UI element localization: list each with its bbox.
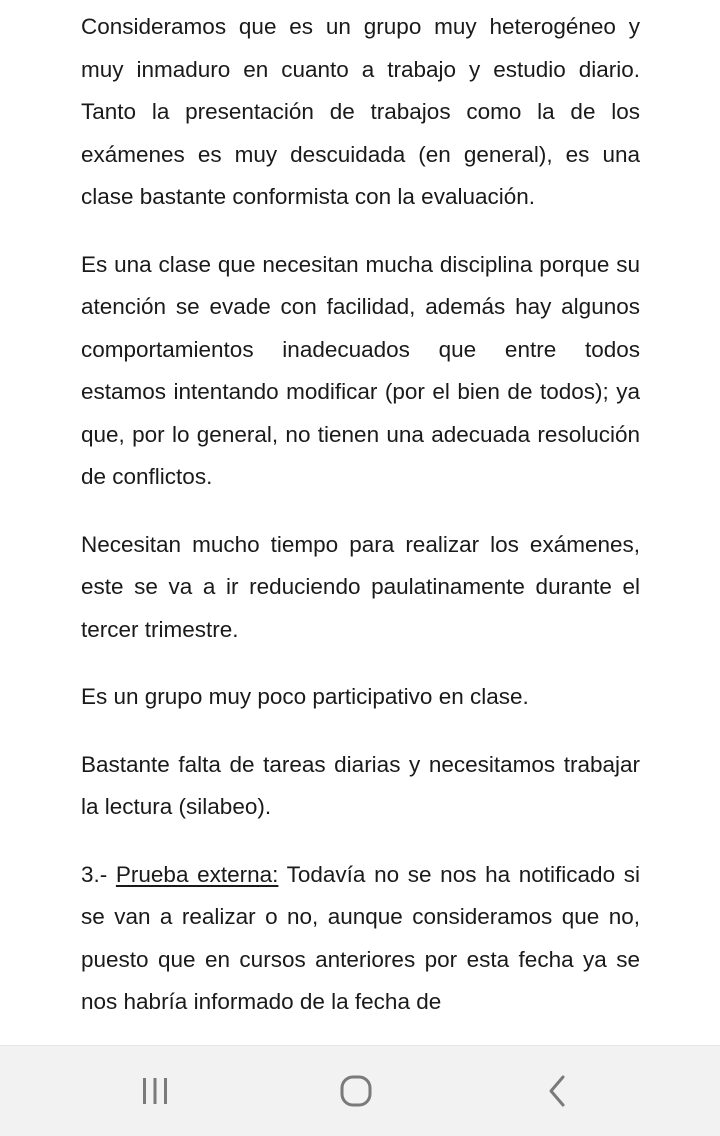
document-body [81, 6, 640, 1024]
section-text: Todavía no se nos ha notificado si se van a realizar o no, aunque consideramos que no, puesto que en cursos anteriores por esta fecha ya se nos habría informado de la fecha de [81, 861, 640, 1014]
paragraph-2: Es una clase que necesitan mucha disciplina porque su atención se evade con facilidad, además hay algunos comportamientos inadecuados que entre todos estamos intentando modificar (por el bien de todos); ya que, por lo general, no tienen una adecuada resolución de conflictos. [81, 251, 640, 489]
section-number: 3.- [81, 861, 116, 887]
paragraph-1: Consideramos que es un grupo muy heterogéneo y muy inmaduro en cuanto a trabajo y estudio diario. Tanto la presentación de trabajos como la de los exámenes es muy descuidada (en general), es una clase bastante conformista con la evaluación. [81, 14, 640, 209]
back-button[interactable] [518, 1066, 598, 1116]
section-heading: Prueba externa: [115, 861, 279, 887]
recent-apps-button[interactable] [115, 1066, 195, 1116]
paragraph-5: Bastante falta de tareas diarias y necesitamos trabajar la lectura (silabeo). [81, 751, 640, 819]
home-button[interactable] [316, 1066, 396, 1116]
navigation-bar [0, 1045, 720, 1136]
paragraph-3: Necesitan mucho tiempo para realizar los exámenes, este se va a ir reduciendo paulatinamente durante el tercer trimestre. [81, 531, 640, 642]
home-icon [336, 1071, 376, 1111]
section-3-paragraph [81, 854, 640, 1024]
back-icon [538, 1071, 578, 1111]
recent-apps-icon [135, 1071, 175, 1111]
paragraph-4: Es un grupo muy poco participativo en clase. [81, 684, 529, 709]
